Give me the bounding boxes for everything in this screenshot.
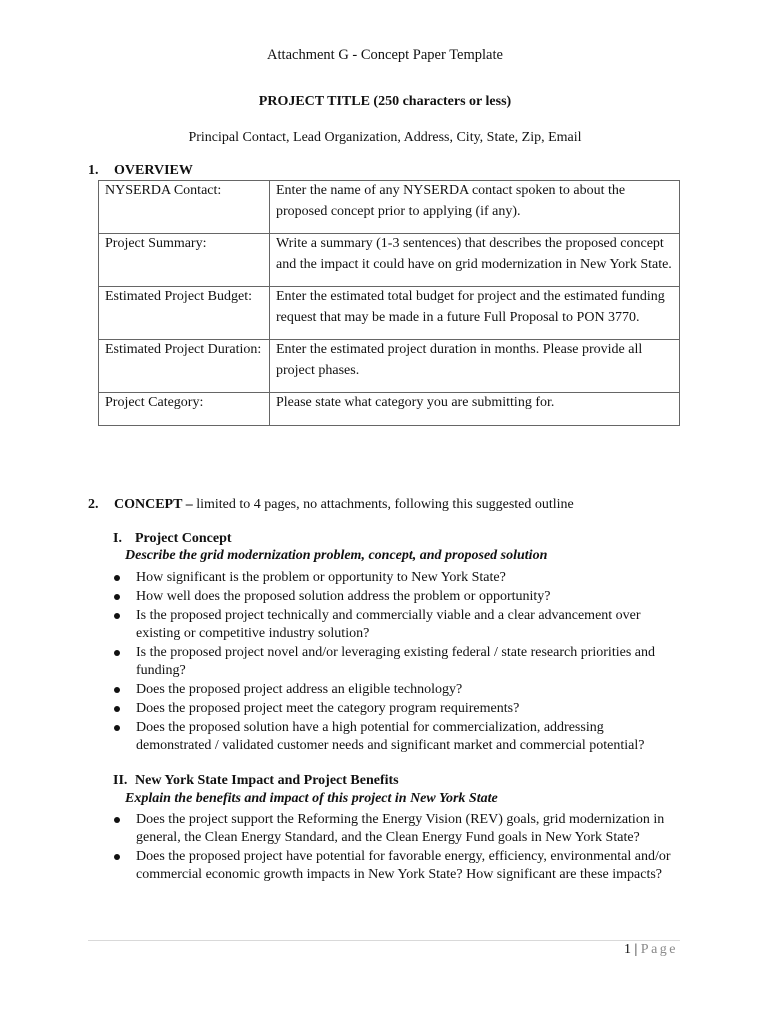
nyserda-contact-value[interactable]: Enter the name of any NYSERDA contact spoken to about the proposed concept prior to applying (if any).: [270, 181, 680, 234]
page-label: Page: [640, 942, 678, 957]
bullet-text: Does the proposed project have potential for favorable energy, efficiency, environmental and/or commercial economic growth impacts in New York State? How significant are these impacts?: [136, 849, 671, 882]
bullet-text: How well does the proposed solution address the problem or opportunity?: [136, 589, 551, 604]
nyserda-contact-label: NYSERDA Contact:: [99, 181, 270, 234]
section-ii-heading: [113, 773, 399, 789]
bullet-icon: [114, 613, 120, 619]
category-value[interactable]: Please state what category you are submitting for.: [270, 393, 680, 426]
list-item: [112, 848, 682, 884]
project-summary-value[interactable]: Write a summary (1-3 sentences) that describes the proposed concept and the impact it could have on grid modernization in New York State.: [270, 234, 680, 287]
project-summary-label: Project Summary:: [99, 234, 270, 287]
bullet-icon: [114, 575, 120, 581]
page-number: 1: [623, 942, 631, 957]
concept-heading: [88, 497, 574, 513]
attachment-title: Attachment G - Concept Paper Template: [267, 47, 503, 63]
section-ii-numeral: II.: [113, 773, 128, 788]
bullet-text: Does the proposed project address an eligible technology?: [136, 682, 463, 697]
duration-label: Estimated Project Duration:: [99, 340, 270, 393]
table-row: [99, 393, 680, 426]
section-i-numeral: I.: [113, 531, 122, 546]
page-footer: [624, 942, 678, 958]
overview-number: 1.: [88, 163, 99, 178]
duration-value[interactable]: Enter the estimated project duration in months. Please provide all project phases.: [270, 340, 680, 393]
section-ii-title: New York State Impact and Project Benefits: [135, 773, 399, 788]
bullet-text: How significant is the problem or opportunity to New York State?: [136, 570, 506, 585]
bullet-text: Is the proposed project technically and commercially viable and a clear advancement over existing or competitive industry solution?: [136, 608, 641, 641]
list-item: [112, 607, 682, 643]
list-item: [112, 700, 682, 718]
bullet-text: Does the project support the Reforming the Energy Vision (REV) goals, grid modernization in general, the Clean Energy Standard, and the Clean Energy Fund goals in New York State?: [136, 812, 665, 845]
section-i-bullet-list: [112, 569, 682, 756]
bullet-text: Is the proposed project novel and/or leveraging existing federal / state research priorities and funding?: [136, 645, 655, 678]
list-item: [112, 588, 682, 606]
bullet-icon: [114, 854, 120, 860]
section-i-subtitle: Describe the grid modernization problem, concept, and proposed solution: [125, 548, 548, 563]
section-i-heading: [113, 531, 232, 547]
list-item: [112, 569, 682, 587]
concept-number: 2.: [88, 497, 99, 512]
budget-label: Estimated Project Budget:: [99, 287, 270, 340]
section-ii-subtitle: Explain the benefits and impact of this project in New York State: [125, 791, 498, 806]
table-row: [99, 340, 680, 393]
contact-line: Principal Contact, Lead Organization, Address, City, State, Zip, Email: [188, 130, 582, 145]
page-separator: |: [630, 942, 641, 957]
bullet-text: Does the proposed solution have a high potential for commercialization, addressing demonstrated / validated customer needs and significant market and commercial potential?: [136, 720, 645, 753]
overview-title: OVERVIEW: [114, 163, 193, 178]
footer-divider: [88, 940, 680, 941]
bullet-icon: [114, 706, 120, 712]
list-item: [112, 644, 682, 680]
category-label: Project Category:: [99, 393, 270, 426]
overview-table: [98, 180, 680, 426]
table-row: [99, 234, 680, 287]
project-title: PROJECT TITLE (250 characters or less): [258, 94, 512, 109]
section-i-title: Project Concept: [135, 531, 232, 546]
table-row: [99, 181, 680, 234]
section-ii-bullet-list: [112, 811, 682, 885]
bullet-icon: [114, 817, 120, 823]
bullet-icon: [114, 687, 120, 693]
bullet-icon: [114, 725, 120, 731]
list-item: [112, 719, 682, 755]
concept-description: limited to 4 pages, no attachments, following this suggested outline: [192, 497, 574, 512]
bullet-text: Does the proposed project meet the category program requirements?: [136, 701, 520, 716]
list-item: [112, 681, 682, 699]
overview-heading: [88, 163, 193, 179]
bullet-icon: [114, 650, 120, 656]
list-item: [112, 811, 682, 847]
bullet-icon: [114, 594, 120, 600]
concept-title: CONCEPT –: [114, 497, 193, 512]
table-row: [99, 287, 680, 340]
budget-value[interactable]: Enter the estimated total budget for project and the estimated funding request that may be made in a future Full Proposal to PON 3770.: [270, 287, 680, 340]
